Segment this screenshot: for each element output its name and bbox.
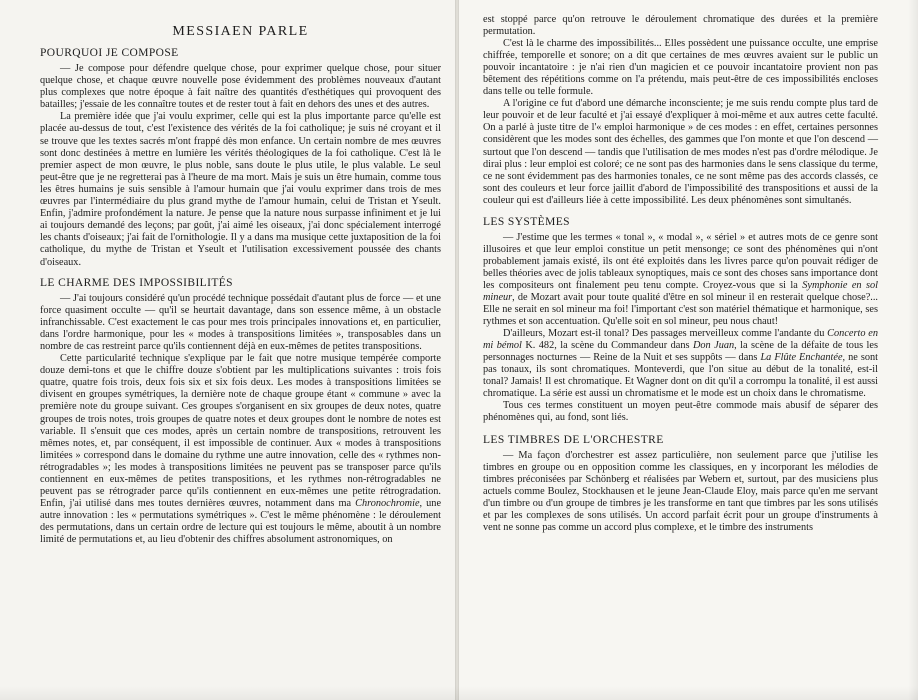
work-title: La Flûte Enchantée [760,352,843,364]
page-title: MESSIAEN PARLE [172,24,309,39]
text-run: , ne sont pas tonaux, ils sont chromatiques. Monteverdi, que l'on situe au début de la tonalité, est-il tonal? Jamais! Il est chromatique. Et Wagner dont on dit qu'il a corrompu la tonalité, il est aussi chromatique. La série est aussi un chromatisme et le mode est un choix dans le chromatisme. [483,352,878,400]
text-run: , une autre innovation : les « permutations symétriques ». C'est le même phénomène : le déroulement des permutations, dans un certain ordre de lecture qui est toujours le même, aboutit à un nombre limité de permutations et, au lieu d'obtenir des chiffres absolument astronomiques, on [40,498,442,546]
paragraph [483,232,878,328]
text-run: — J'estime que les termes « tonal », « modal », « sériel » et autres mots de ce genre sont illusoires et que leur emploi constitue un petit mensonge; ce sont des phénomènes qui n'ont probablement jamais existé, ils ont été exploités dans les livres parce qu'on pouvait rédiger de belles théories avec de jolis tableaux synoptiques, mais ce sont des choses sans importance dont les compositeurs ont finalement peu tenu compte. Croyez-vous que si la [483,231,878,291]
left-page [0,0,455,700]
paragraph: — J'ai toujours considéré qu'un procédé technique possédait d'autant plus de force — et une force quasiment occulte — qu'il se heurtait davantage, dans son essence même, à un obstacle infranchissable. C'est exactement le cas pour mes trois principales innovations et, en particulier, dans l'ordre harmonique, pour les « modes à transpositions limitées », transposables dans un nombre de cas restreint parce qu'ils contiennent déjà en eux-mêmes de petites transpositions. [40,292,441,352]
right-page [459,0,918,700]
section-heading-timbres: LES TIMBRES DE L'ORCHESTRE [483,433,664,446]
paragraph [483,328,878,400]
paragraph: est stoppé parce qu'on retrouve le déroulement chromatique des durées et la première permutation. [483,14,878,38]
paragraph: — Ma façon d'orchestrer est assez particulière, non seulement parce que j'utilise les timbres en groupe ou en opposition comme les classiques, en y incorporant les mélodies de timbres préconisées par Schönberg et réalisées par Webern et, surtout, par des musiciens plus actuels comme Boulez, Stockhausen et le jeune Jean-Claude Eloy, mais parce qu'en me servant d'un timbre ou d'un groupe de timbres je les transforme en tant que timbres par les sons utilisés et par les complexes de sons utilisés. Un accord parfait écrit pour un groupe d'instruments à vent ne sonne pas comme un accord plus complexe, et le timbre des instruments [483,449,878,533]
paragraph: Tous ces termes constituent un moyen peut-être commode mais abusif de séparer des phénomènes qui, au fond, sont liés. [483,400,878,424]
text-run: , la scène de la défaite de tous les personnages nocturnes — Reine de la Nuit et ses suppôts — dans [483,340,878,364]
text-run: Cette particularité technique s'explique par le fait que notre musique tempérée comporte douze demi-tons et que le chiffre douze s'obtient par les multiplications suivantes : trois fois quatre, quatre fois trois, deux fois six et six fois deux. Les modes à transpositions limitées se divisent en groupes symétriques, la dernière note de chaque groupe étant « commune » avec la première note du groupe suivant. Ces groupes s'organisent en six groupes de deux notes, quatre groupes de trois notes, trois groupes de quatre notes et deux groupes dont le nombre de notes est variable. Il s'ensuit que ces modes, après un certain nombre de transpositions, retrouvent les mêmes notes, et, par conséquent, il est impossible de continuer. Aux « modes à transpositions limitées » correspond dans le domaine du rythme une autre innovation, celle des « rythmes non-rétrogradables »; les modes à transpositions limitées ne peuvent pas se transposer parce qu'ils contiennent en eux-mêmes de petites transpositions, et les rythmes non-rétrogradables ne peuvent pas se rétrograder parce qu'ils contiennent en eux-mêmes une petite rétrogradation. Enfin, j'ai utilisé dans mes toutes dernières œuvres, notamment dans ma [40,353,441,510]
page-bottom-edge [0,686,918,700]
paragraph: C'est là le charme des impossibilités... Elles possèdent une puissance occulte, une emprise chiffrée, temporelle et sonore; on a dit que certaines de mes œuvres avaient sur le public un pouvoir incantatoire : je n'ai rien d'un magicien et ce pouvoir incantatoire provient non pas bêtement des répétitions comme on l'a prétendu, mais peut-être de ces impossibilités encloses dans telle ou telle formule. [483,38,878,98]
section-heading-charme: LE CHARME DES IMPOSSIBILITÉS [40,276,233,289]
text-run: K. 482, la scène du Commandeur dans [521,340,693,352]
text-run: , de Mozart avait pour toute qualité d'être en sol mineur il en resterait quelque chose?... Elle ne serait en sol mineur ma foi! l'important c'est son matériel thématique et harmonique, ses rythmes et son accentuation. Qu'elle soit en sol mineur, peu nous chaut! [483,291,878,328]
paragraph: La première idée que j'ai voulu exprimer, celle qui est la plus importante parce qu'elle est placée au-dessus de tout, c'est l'existence des vérités de la foi catholique; je suis né croyant et il se trouve que les textes sacrés m'ont frappé dès mon enfance. Un certain nombre de mes œuvres sont donc destinées à mettre en lumière les vérités théologiques de la foi catholique. C'est là le premier aspect de mon œuvre, le plus noble, sans doute le plus utile, le plus valable. Le seul peut-être que je ne regretterai pas à l'heure de ma mort. Mais je suis un être humain, comme tous les êtres humains je suis sensible à l'amour humain que j'ai voulu exprimer dans trois de mes œuvres par l'intermédiaire du plus grand mythe de l'amour humain, celui de Tristan et Yseult. Enfin, j'admire profondément la nature. Je pense que la nature nous surpasse infiniment et je lui ai toujours demandé des leçons; par goût, j'ai aimé les oiseaux, j'ai donc spécialement interrogé les chants d'oiseaux; j'ai fait de l'ornithologie. Il y a dans ma musique cette juxtaposition de la foi catholique, du mythe de Tristan et Yseult et l'utilisation excessivement poussée des chants d'oiseaux. [40,111,441,268]
paragraph: A l'origine ce fut d'abord une démarche inconsciente; je me suis rendu compte plus tard de leur pouvoir et de leur faculté et j'ai essayé d'expliquer à moi-même et aux autres cette faculté. On a parlé à juste titre de l'« emploi harmonique » de ces modes : en effet, certaines personnes considèrent que les modes sont des échelles, des gammes que l'on monte et que l'on descend — surtout que l'on descend — tandis que l'utilisation de mes modes n'est pas d'ordre mélodique. Je dirai plus : leur emploi est coloré; ce ne sont pas des harmonies dans le sens classique du terme, ce ne sont évidemment pas des harmonies tonales, ce ne sont même pas des accords classés, ce sont des couleurs et leur force jaillit d'abord de l'impossibilité des transpositions et aussi de la couleur qui est d'ailleurs liée à cette impossibilité. Les deux phénomènes sont simultanés. [483,98,878,206]
section-heading-pourquoi: POURQUOI JE COMPOSE [40,47,179,59]
paragraph [40,353,441,547]
work-title: Symphonie en sol mineur [483,279,878,303]
work-title: Don Juan [692,340,735,352]
work-title: Concerto en mi bémol [483,328,878,352]
text-run: D'ailleurs, Mozart est-il tonal? Des passages merveilleux comme l'andante du [503,328,828,340]
page-edge-shadow [908,0,918,700]
work-title: Chronochromie [355,498,420,510]
section-heading-systemes: LES SYSTÈMES [483,215,570,228]
paragraph: — Je compose pour défendre quelque chose, pour exprimer quelque chose, pour situer quelque chose, et chaque œuvre nouvelle pose évidemment des problèmes nouveaux d'autant plus complexes que notre époque à fait naître des quantités d'esthétiques qui provoquent des batailles; j'essaie de les connaître toutes et de rester tout à fait en dehors des unes et des autres. [40,63,441,111]
